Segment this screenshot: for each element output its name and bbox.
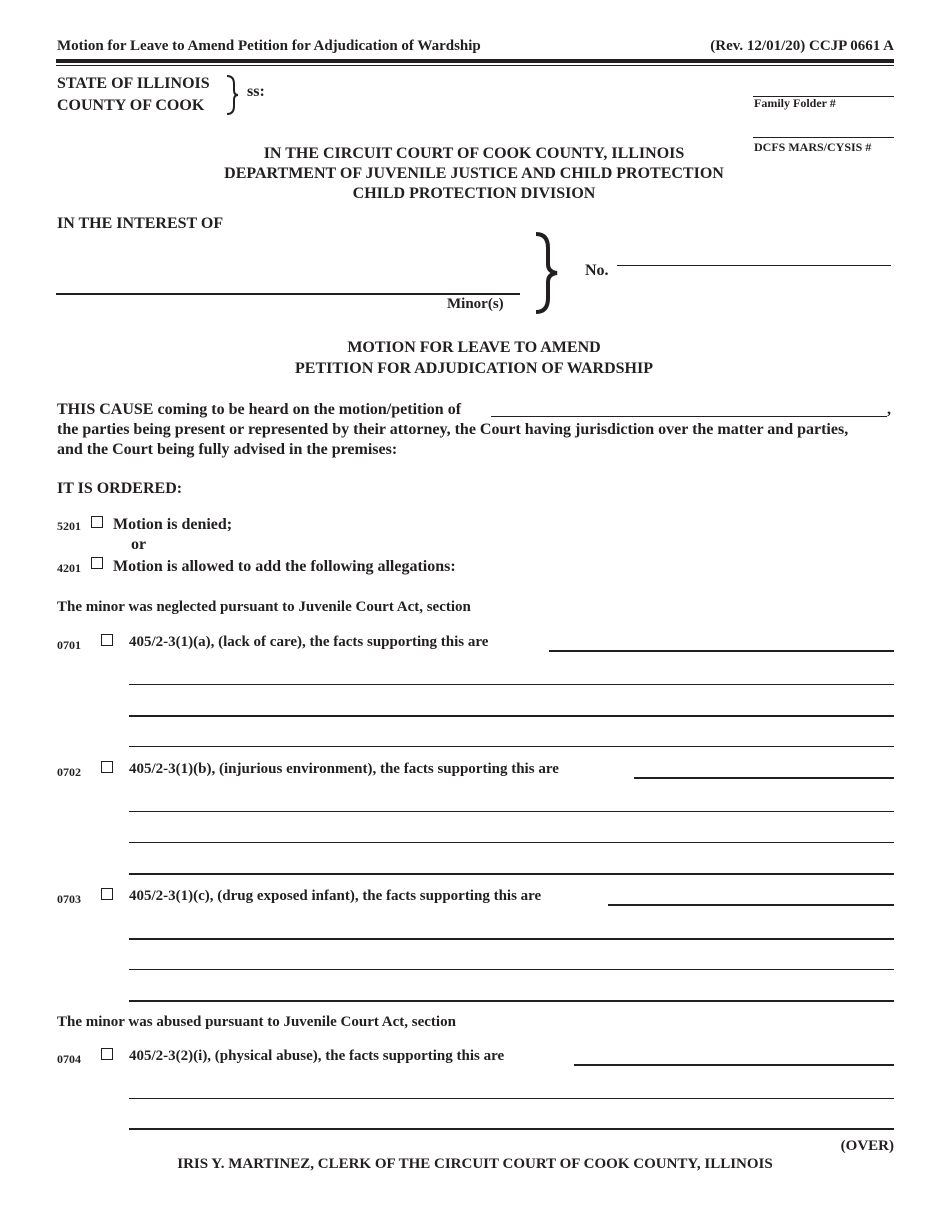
allegation-code-0704: 0704: [57, 1052, 81, 1066]
allowed-code: 4201: [57, 561, 81, 575]
facts-line-0704-a[interactable]: [574, 1064, 894, 1066]
facts-line-0703-a[interactable]: [608, 904, 894, 906]
movant-name-line[interactable]: [491, 416, 887, 417]
facts-line-0702-d[interactable]: [129, 873, 894, 875]
facts-line-0702-c[interactable]: [129, 842, 894, 843]
denied-code: 5201: [57, 519, 81, 533]
allegation-checkbox-0702[interactable]: [101, 761, 113, 773]
facts-line-0703-d[interactable]: [129, 1000, 894, 1002]
allegation-label-0702: 405/2-3(1)(b), (injurious environment), the facts supporting this are: [129, 761, 559, 777]
court-line-3: CHILD PROTECTION DIVISION: [352, 185, 596, 202]
facts-line-0703-c[interactable]: [129, 969, 894, 970]
motion-title-line-2: PETITION FOR ADJUDICATION OF WARDSHIP: [295, 360, 653, 377]
case-no-label: No.: [585, 262, 609, 279]
caption-brace: [530, 230, 560, 316]
clerk-footer: IRIS Y. MARTINEZ, CLERK OF THE CIRCUIT COURT OF COOK COUNTY, ILLINOIS: [177, 1156, 773, 1172]
case-no-line[interactable]: [617, 265, 891, 266]
it-is-ordered-label: IT IS ORDERED:: [57, 480, 183, 497]
minor-name-line[interactable]: [56, 293, 520, 295]
allowed-label: Motion is allowed to add the following allegations:: [113, 558, 456, 575]
denied-label: Motion is denied;: [113, 516, 233, 533]
facts-line-0702-b[interactable]: [129, 811, 894, 812]
facts-line-0701-d[interactable]: [129, 746, 894, 747]
allegation-code-0702: 0702: [57, 765, 81, 779]
neglect-heading: The minor was neglected pursuant to Juvenile Court Act, section: [57, 599, 471, 615]
allegation-checkbox-0704[interactable]: [101, 1048, 113, 1060]
court-line-2: DEPARTMENT OF JUVENILE JUSTICE AND CHILD PROTECTION: [224, 165, 724, 182]
cause-text-start: THIS CAUSE coming to be heard on the motion/petition of: [57, 401, 462, 418]
motion-title-line-1: MOTION FOR LEAVE TO AMEND: [347, 339, 601, 356]
header-rule-thick: [56, 59, 894, 63]
denied-checkbox[interactable]: [91, 516, 103, 528]
venue-brace: [224, 74, 240, 116]
allegation-code-0701: 0701: [57, 638, 81, 652]
facts-line-0704-c[interactable]: [129, 1128, 894, 1130]
cause-text-line-3: and the Court being fully advised in the premises:: [57, 441, 398, 458]
allegation-label-0701: 405/2-3(1)(a), (lack of care), the facts supporting this are: [129, 634, 489, 650]
form-revision-code: (Rev. 12/01/20) CCJP 0661 A: [710, 38, 894, 54]
facts-line-0704-b[interactable]: [129, 1098, 894, 1099]
over-label: (OVER): [840, 1138, 894, 1154]
allegation-code-0703: 0703: [57, 892, 81, 906]
allegation-checkbox-0703[interactable]: [101, 888, 113, 900]
abuse-heading: The minor was abused pursuant to Juvenile Court Act, section: [57, 1014, 456, 1030]
facts-line-0701-b[interactable]: [129, 684, 894, 685]
or-label: or: [131, 536, 147, 553]
dcfs-label: DCFS MARS/CYSIS #: [754, 140, 872, 154]
facts-line-0701-a[interactable]: [549, 650, 894, 652]
allegation-label-0704: 405/2-3(2)(i), (physical abuse), the facts supporting this are: [129, 1048, 505, 1064]
interest-of-label: IN THE INTEREST OF: [57, 215, 224, 232]
cause-text-line-2: the parties being present or represented by their attorney, the Court having jurisdiction over the matter and parties,: [57, 421, 849, 438]
allegation-label-0703: 405/2-3(1)(c), (drug exposed infant), the facts supporting this are: [129, 888, 542, 904]
allegation-checkbox-0701[interactable]: [101, 634, 113, 646]
facts-line-0703-b[interactable]: [129, 938, 894, 940]
county-label: COUNTY OF COOK: [57, 97, 205, 114]
ss-label: ss:: [247, 83, 265, 100]
facts-line-0702-a[interactable]: [634, 777, 894, 779]
minors-label: Minor(s): [447, 296, 504, 312]
facts-line-0701-c[interactable]: [129, 715, 894, 717]
cause-comma: ,: [887, 401, 891, 418]
allowed-checkbox[interactable]: [91, 557, 103, 569]
state-label: STATE OF ILLINOIS: [57, 75, 210, 92]
form-title-header: Motion for Leave to Amend Petition for Adjudication of Wardship: [57, 38, 481, 54]
header-rule-thin: [56, 65, 894, 66]
family-folder-label: Family Folder #: [754, 96, 836, 110]
dcfs-line[interactable]: [753, 137, 894, 138]
court-line-1: IN THE CIRCUIT COURT OF COOK COUNTY, ILLINOIS: [263, 145, 685, 162]
